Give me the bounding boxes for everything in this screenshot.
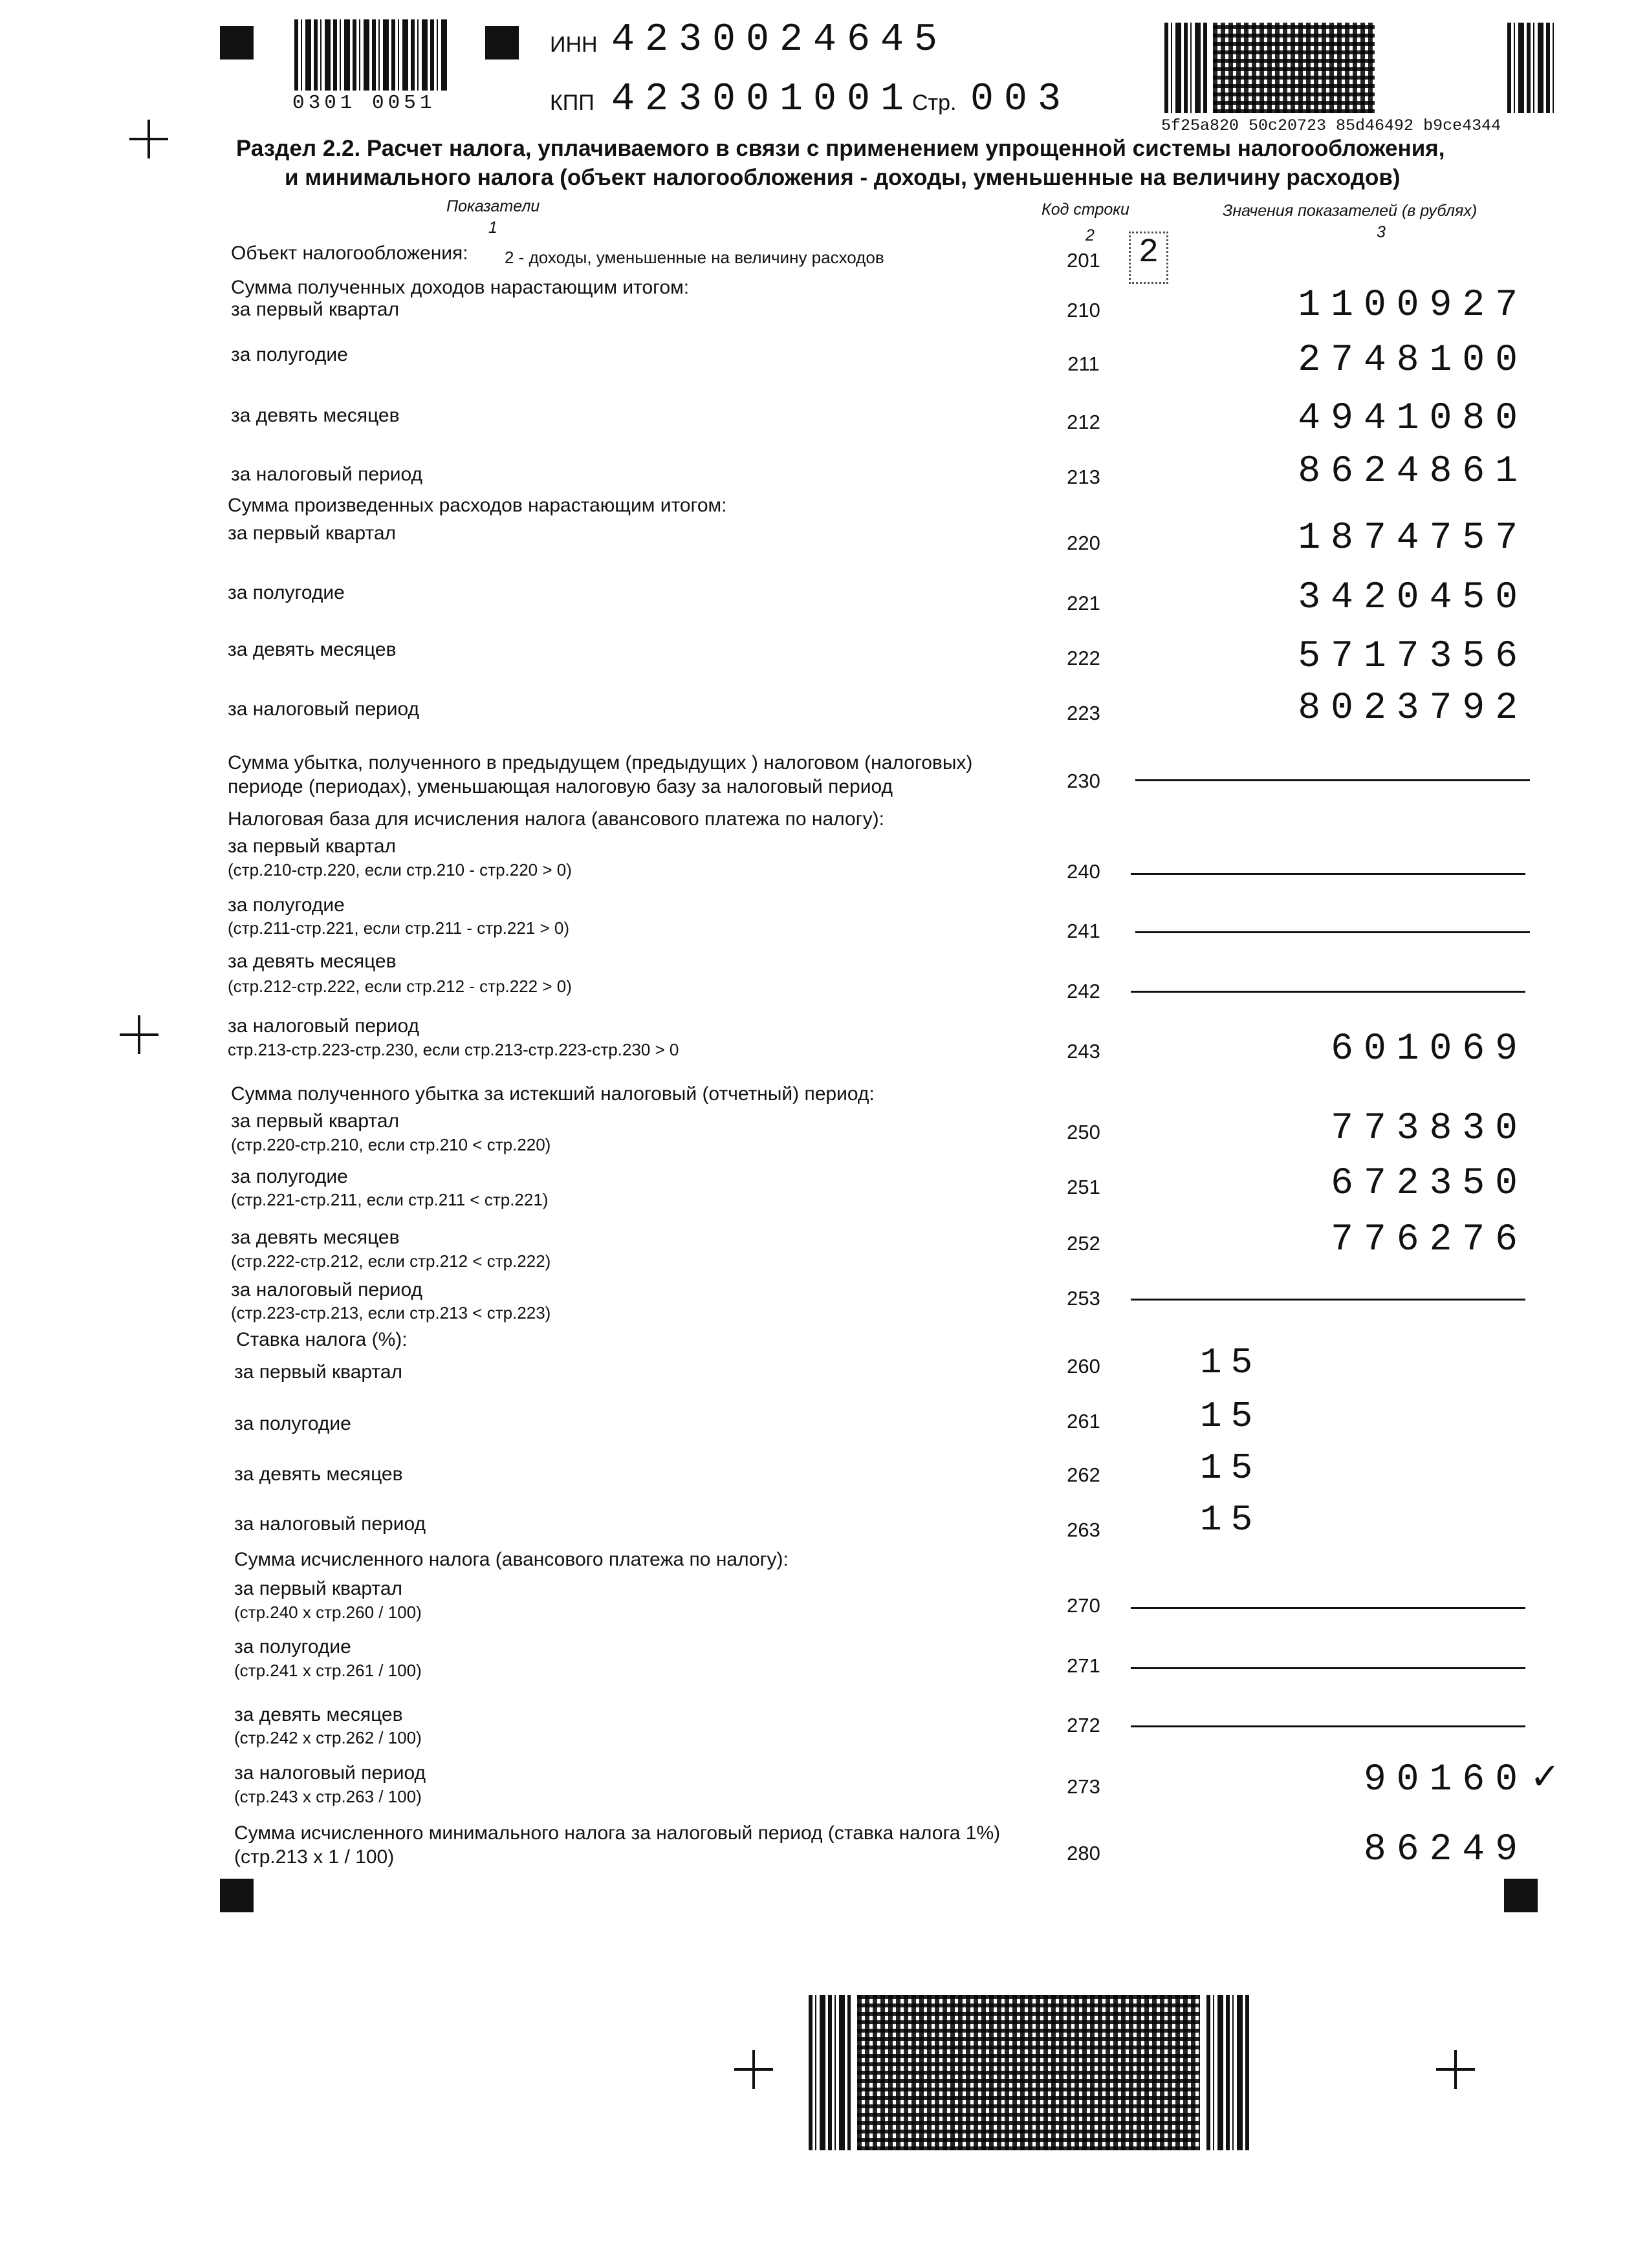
loss-formula-250: (стр.220-стр.210, если стр.210 < стр.220) (231, 1135, 551, 1154)
loss-prev-blank-line (1135, 779, 1530, 781)
income-label-210: за первый квартал (231, 299, 400, 320)
loss-code-252: 252 (1067, 1232, 1100, 1255)
base-blank-line-242 (1131, 991, 1525, 993)
loss-label-251: за полугодие (231, 1166, 348, 1187)
object-code: 201 (1067, 249, 1100, 272)
base-formula-242: (стр.212-стр.222, если стр.212 - стр.222 > 0) (228, 977, 572, 996)
inn-value: 4230024645 (611, 18, 948, 62)
loss-label-250: за первый квартал (231, 1110, 400, 1132)
expenses-label-222: за девять месяцев (228, 639, 397, 660)
inn-label: ИНН (550, 32, 598, 57)
kpp-value: 423001001 (611, 78, 915, 122)
col-header-values: Значения показателей (в рублях) (1223, 202, 1478, 220)
rate-label-261: за полугодие (234, 1413, 351, 1434)
min-tax-code: 280 (1067, 1842, 1100, 1864)
checkmark-icon: ✓ (1530, 1756, 1560, 1798)
rate-label-263: за налоговый период (234, 1513, 426, 1535)
loss-formula-253: (стр.223-стр.213, если стр.213 < стр.223) (231, 1303, 551, 1323)
loss-value-251: 672350 (1331, 1163, 1528, 1205)
base-formula-240: (стр.210-стр.220, если стр.210 - стр.220 > 0) (228, 860, 572, 880)
loss-label-253: за налоговый период (231, 1279, 423, 1301)
base-code-240: 240 (1067, 860, 1100, 883)
min-tax-line2: (стр.213 х 1 / 100) (234, 1846, 395, 1868)
top-right-barcode-right (1507, 23, 1556, 113)
income-label-213: за налоговый период (231, 464, 423, 485)
tax-code-270: 270 (1067, 1594, 1100, 1617)
loss-value-252: 776276 (1331, 1219, 1528, 1261)
rate-value-263: 15 (1200, 1499, 1262, 1540)
expenses-code-221: 221 (1067, 592, 1100, 614)
col-header-indicators-num: 1 (488, 219, 497, 237)
corner-marker-bottom-left (220, 1879, 254, 1912)
base-blank-line-240 (1131, 873, 1525, 875)
tax-code-272: 272 (1067, 1714, 1100, 1736)
rate-code-260: 260 (1067, 1355, 1100, 1377)
income-code-211: 211 (1067, 352, 1100, 375)
loss-formula-252: (стр.222-стр.212, если стр.212 < стр.222) (231, 1251, 551, 1271)
top-right-2d-code (1213, 23, 1375, 113)
loss-prev-code: 230 (1067, 770, 1100, 792)
registration-cross-bottom-right (1436, 2050, 1475, 2089)
object-option: 2 - доходы, уменьшенные на величину расходов (505, 248, 884, 267)
registration-cross-bottom-left (734, 2050, 773, 2089)
form-barcode (294, 19, 450, 91)
base-code-242: 242 (1067, 980, 1100, 1002)
bottom-2d-code (857, 1995, 1200, 2150)
base-label-241: за полугодие (228, 894, 345, 916)
document-hash: 5f25a820 50c20723 85d46492 b9ce4344 (1161, 116, 1501, 135)
income-heading: Сумма полученных доходов нарастающим итогом: (231, 277, 690, 298)
expenses-code-223: 223 (1067, 702, 1100, 724)
bottom-barcode-left (809, 1995, 851, 2150)
rate-label-262: за девять месяцев (234, 1463, 403, 1485)
bottom-barcode-right (1206, 1995, 1252, 2150)
loss-label-252: за девять месяцев (231, 1227, 400, 1248)
object-label: Объект налогообложения: (231, 243, 468, 264)
min-tax-value: 86249 (1363, 1829, 1528, 1871)
tax-label-271: за полугодие (234, 1636, 351, 1658)
tax-label-273: за налоговый период (234, 1762, 426, 1784)
income-code-210: 210 (1067, 299, 1100, 321)
registration-cross-top (129, 120, 168, 158)
col-header-indicators: Показатели (446, 197, 540, 215)
col-header-code-num: 2 (1085, 226, 1095, 244)
corner-marker-bottom-right (1504, 1879, 1538, 1912)
rate-value-261: 15 (1200, 1396, 1262, 1437)
base-label-242: за девять месяцев (228, 951, 397, 972)
rate-label-260: за первый квартал (234, 1361, 403, 1383)
tax-formula-271: (стр.241 х стр.261 / 100) (234, 1661, 422, 1680)
tax-blank-line-270 (1131, 1607, 1525, 1609)
expenses-label-221: за полугодие (228, 582, 345, 603)
tax-heading: Сумма исчисленного налога (авансового платежа по налогу): (234, 1549, 789, 1570)
rate-value-260: 15 (1200, 1342, 1262, 1383)
rate-code-262: 262 (1067, 1463, 1100, 1486)
form-barcode-number: 0301 0051 (292, 92, 436, 114)
page-label: Стр. (912, 91, 957, 115)
section-title-line1: Раздел 2.2. Расчет налога, уплачиваемого в связи с применением упрощенной системы налогообложения, (236, 136, 1445, 161)
min-tax-line1: Сумма исчисленного минимального налога за налоговый период (ставка налога 1%) (234, 1822, 1001, 1844)
expenses-value-222: 5717356 (1298, 636, 1528, 678)
expenses-value-223: 8023792 (1298, 687, 1528, 729)
expenses-code-222: 222 (1067, 647, 1100, 669)
tax-code-273: 273 (1067, 1775, 1100, 1798)
base-label-243: за налоговый период (228, 1015, 420, 1037)
expenses-value-220: 1874757 (1298, 517, 1528, 559)
page-number: 003 (970, 78, 1072, 122)
income-value-213: 8624861 (1298, 451, 1528, 493)
loss-prev-line1: Сумма убытка, полученного в предыдущем (предыдущих ) налоговом (налоговых) (228, 752, 973, 773)
base-blank-line-241 (1135, 931, 1530, 933)
income-label-212: за девять месяцев (231, 405, 400, 426)
income-value-210: 1100927 (1298, 285, 1528, 327)
income-value-211: 2748100 (1298, 340, 1528, 382)
base-heading: Налоговая база для исчисления налога (авансового платежа по налогу): (228, 808, 884, 830)
income-value-212: 4941080 (1298, 398, 1528, 440)
tax-formula-273: (стр.243 х стр.263 / 100) (234, 1787, 422, 1806)
expenses-code-220: 220 (1067, 532, 1100, 554)
col-header-values-num: 3 (1377, 223, 1386, 241)
income-code-212: 212 (1067, 411, 1100, 433)
tax-code-271: 271 (1067, 1654, 1100, 1677)
income-code-213: 213 (1067, 466, 1100, 488)
income-label-211: за полугодие (231, 344, 348, 365)
base-code-241: 241 (1067, 920, 1100, 942)
tax-formula-272: (стр.242 х стр.262 / 100) (234, 1728, 422, 1747)
corner-marker-top-left (220, 26, 254, 59)
base-code-243: 243 (1067, 1040, 1100, 1063)
expenses-label-220: за первый квартал (228, 523, 397, 544)
loss-code-250: 250 (1067, 1121, 1100, 1143)
rate-code-263: 263 (1067, 1518, 1100, 1541)
loss-blank-line-253 (1131, 1299, 1525, 1301)
tax-blank-line-272 (1131, 1725, 1525, 1727)
loss-code-251: 251 (1067, 1176, 1100, 1198)
top-right-barcode-left (1164, 23, 1210, 113)
base-label-240: за первый квартал (228, 836, 397, 857)
section-title-line2: и минимального налога (объект налогообложения - доходы, уменьшенные на величину расходов) (285, 165, 1401, 190)
expenses-value-221: 3420450 (1298, 577, 1528, 619)
registration-cross-middle (120, 1015, 158, 1054)
tax-blank-line-271 (1131, 1667, 1525, 1669)
loss-prev-line2: периоде (периодах), уменьшающая налоговую базу за налоговый период (228, 776, 893, 797)
rate-heading: Ставка налога (%): (236, 1329, 408, 1350)
base-formula-243: стр.213-стр.223-стр.230, если стр.213-стр.223-стр.230 > 0 (228, 1040, 679, 1059)
corner-marker-top-mid (485, 26, 519, 59)
loss-code-253: 253 (1067, 1287, 1100, 1310)
loss-value-250: 773830 (1331, 1108, 1528, 1150)
loss-heading: Сумма полученного убытка за истекший налоговый (отчетный) период: (231, 1083, 875, 1105)
expenses-label-223: за налоговый период (228, 698, 420, 720)
expenses-heading: Сумма произведенных расходов нарастающим итогом: (228, 495, 727, 516)
tax-label-270: за первый квартал (234, 1578, 403, 1599)
tax-label-272: за девять месяцев (234, 1704, 403, 1725)
loss-formula-251: (стр.221-стр.211, если стр.211 < стр.221) (231, 1190, 549, 1209)
col-header-code: Код строки (1042, 200, 1129, 219)
object-value-cell: 2 (1129, 232, 1168, 284)
base-value-243: 601069 (1331, 1028, 1528, 1070)
kpp-label: КПП (550, 91, 594, 115)
base-formula-241: (стр.211-стр.221, если стр.211 - стр.221 > 0) (228, 918, 570, 938)
rate-code-261: 261 (1067, 1410, 1100, 1432)
rate-value-262: 15 (1200, 1447, 1262, 1489)
tax-value-273: 90160 (1363, 1759, 1528, 1801)
tax-formula-270: (стр.240 х стр.260 / 100) (234, 1603, 422, 1622)
